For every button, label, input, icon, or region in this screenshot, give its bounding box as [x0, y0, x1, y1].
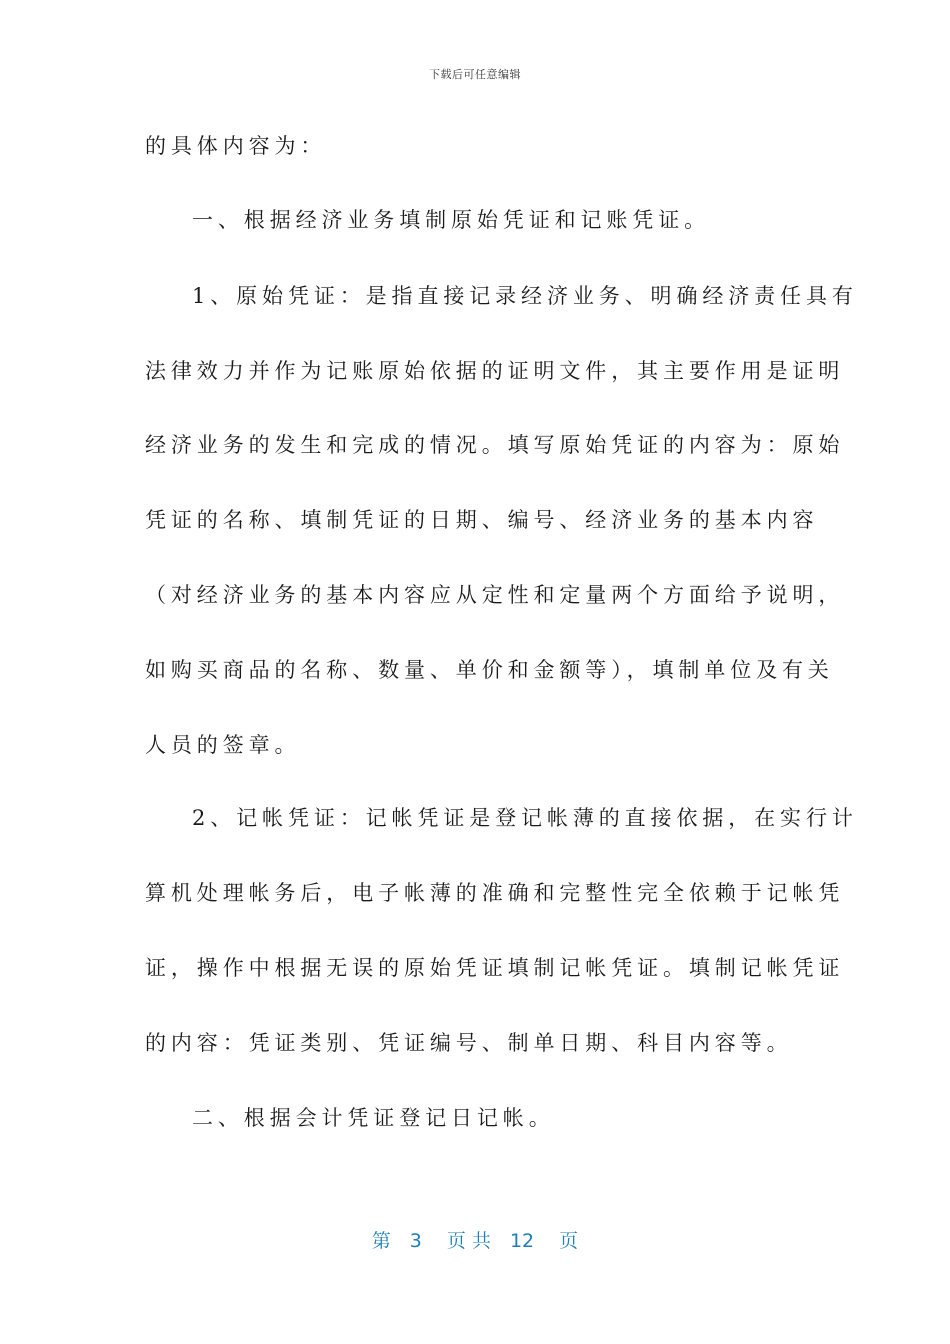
text-line: 一、根据经济业务填制原始凭证和记账凭证。 [192, 208, 710, 232]
text-line: （对经济业务的基本内容应从定性和定量两个方面给予说明， [145, 583, 845, 607]
text-line: 凭证的名称、填制凭证的日期、编号、经济业务的基本内容 [145, 508, 819, 532]
text-line: 1、原始凭证：是指直接记录经济业务、明确经济责任具有 [192, 284, 858, 308]
header-note: 下载后可任意编辑 [429, 68, 521, 81]
page-number-footer: 第 3 页 共 12 页 [371, 1230, 579, 1252]
text-line: 如购买商品的名称、数量、单价和金额等），填制单位及有关 [145, 658, 834, 682]
text-line: 法律效力并作为记账原始依据的证明文件，其主要作用是证明 [145, 359, 845, 383]
text-line: 2、记帐凭证：记帐凭证是登记帐薄的直接依据，在实行计 [192, 806, 858, 830]
text-line: 经济业务的发生和完成的情况。填写原始凭证的内容为：原始 [145, 433, 845, 457]
text-line: 人员的签章。 [145, 733, 301, 757]
text-line: 算机处理帐务后，电子帐薄的准确和完整性完全依赖于记帐凭 [145, 881, 845, 905]
text-line: 的具体内容为： [145, 134, 327, 158]
text-line: 的内容：凭证类别、凭证编号、制单日期、科目内容等。 [145, 1031, 793, 1055]
text-line: 二、根据会计凭证登记日记帐。 [192, 1106, 555, 1130]
text-line: 证，操作中根据无误的原始凭证填制记帐凭证。填制记帐凭证 [145, 956, 845, 980]
